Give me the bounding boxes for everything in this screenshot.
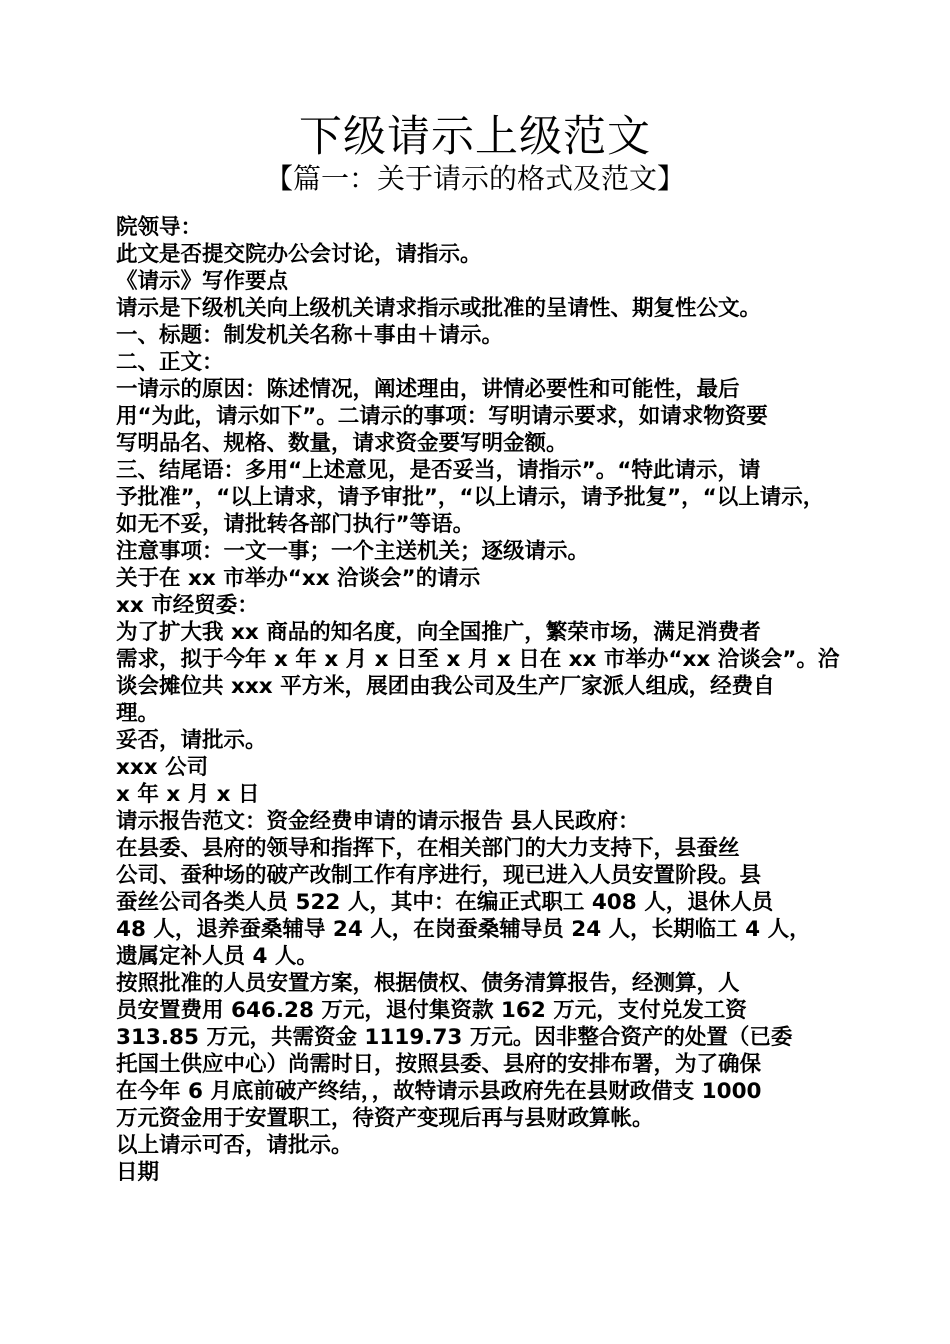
text-line: 员安置费用 646.28 万元，退付集资款 162 万元，支付兑发工资 bbox=[116, 998, 747, 1023]
text-line: 如无不妥，请批转各部门执行”等语。 bbox=[116, 512, 475, 537]
text-line: 蚕丝公司各类人员 522 人，其中：在编正式职工 408 人，退休人员 bbox=[116, 890, 774, 915]
text-line: 遗属定补人员 4 人。 bbox=[116, 944, 318, 969]
text-line: 为了扩大我 xx 商品的知名度，向全国推广，繁荣市场，满足消费者 bbox=[116, 620, 761, 645]
text-line: 用“为此，请示如下”。二请示的事项：写明请示要求，如请求物资要 bbox=[116, 404, 768, 429]
text-line: xx 市经贸委： bbox=[116, 593, 259, 618]
text-line: 在今年 6 月底前破产终结，，故特请示县政府先在县财政借支 1000 bbox=[116, 1079, 762, 1104]
text-line: 请示报告范文：资金经费申请的请示报告 县人民政府： bbox=[116, 809, 640, 834]
document-title: 下级请示上级范文 bbox=[299, 112, 651, 162]
text-line: 按照批准的人员安置方案，根据债权、债务清算报告，经测算，人 bbox=[116, 971, 740, 996]
text-line: 写明品名、规格、数量，请求资金要写明金额。 bbox=[116, 431, 568, 456]
text-line: 此文是否提交院办公会讨论，请指示。 bbox=[116, 242, 482, 267]
text-line: 三、结尾语：多用“上述意见，是否妥当，请指示”。“特此请示，请 bbox=[116, 458, 761, 483]
text-line: 48 人，退养蚕桑辅导 24 人，在岗蚕桑辅导员 24 人，长期临工 4 人， bbox=[116, 917, 811, 942]
text-line: 注意事项：一文一事；一个主送机关；逐级请示。 bbox=[116, 539, 590, 564]
document-body bbox=[116, 214, 838, 1186]
text-line: 以上请示可否，请批示。 bbox=[116, 1133, 353, 1158]
text-line: 予批准”，“以上请求，请予审批”，“以上请示，请予批复”，“以上请示， bbox=[116, 485, 825, 510]
text-line: x 年 x 月 x 日 bbox=[116, 782, 260, 807]
text-line: 理。 bbox=[116, 701, 160, 726]
text-line: 万元资金用于安置职工，待资产变现后再与县财政算帐。 bbox=[116, 1106, 654, 1131]
document-subtitle: 【篇一：关于请示的格式及范文】 bbox=[264, 162, 685, 195]
text-line: 二、正文： bbox=[116, 350, 224, 375]
text-line: 请示是下级机关向上级机关请求指示或批准的呈请性、期复性公文。 bbox=[116, 296, 762, 321]
text-line: 一、标题：制发机关名称＋事由＋请示。 bbox=[116, 323, 504, 348]
text-line: 妥否，请批示。 bbox=[116, 728, 267, 753]
text-line: 一请示的原因：陈述情况，阐述理由，讲情必要性和可能性，最后 bbox=[116, 377, 740, 402]
text-line: 需求，拟于今年 x 年 x 月 x 日至 x 月 x 日在 xx 市举办“xx 洽谈会”。洽 bbox=[116, 647, 840, 672]
text-line: 谈会摊位共 xxx 平方米，展团由我公司及生产厂家派人组成，经费自 bbox=[116, 674, 775, 699]
text-line: 日期 bbox=[116, 1160, 160, 1185]
text-line: 313.85 万元，共需资金 1119.73 万元。因非整合资产的处置（已委 bbox=[116, 1025, 793, 1050]
text-line: 公司、蚕种场的破产改制工作有序进行，现已进入人员安置阶段。县 bbox=[116, 863, 762, 888]
text-line: 《请示》写作要点 bbox=[116, 269, 289, 294]
text-line: 在县委、县府的领导和指挥下，在相关部门的大力支持下，县蚕丝 bbox=[116, 836, 740, 861]
text-line: xxx 公司 bbox=[116, 755, 209, 780]
text-line: 托国土供应中心）尚需时日，按照县委、县府的安排布署，为了确保 bbox=[116, 1052, 762, 1077]
text-line: 院领导： bbox=[116, 215, 203, 240]
text-line: 关于在 xx 市举办“xx 洽谈会”的请示 bbox=[116, 566, 481, 591]
